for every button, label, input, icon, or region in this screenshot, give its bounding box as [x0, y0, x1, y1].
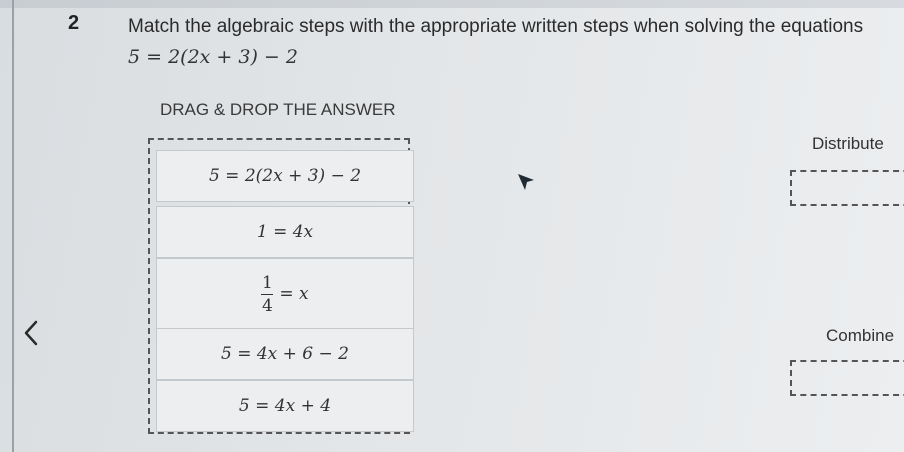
answer-bank-title: DRAG & DROP THE ANSWER: [160, 100, 396, 119]
mouse-pointer-icon: [516, 170, 538, 194]
fraction: [261, 274, 273, 315]
fraction-bar: [261, 294, 273, 295]
question-number: 2: [68, 12, 80, 34]
answer-bank: [148, 138, 410, 434]
question-text: Match the algebraic steps with the appropriate written steps when solving the equations: [128, 16, 864, 37]
drop-zone-combine[interactable]: [790, 360, 904, 396]
top-strip: [0, 0, 904, 8]
chevron-left-icon: [21, 319, 41, 347]
answer-tile[interactable]: 1 = 4x: [156, 206, 414, 258]
step-label-combine: Combine: [826, 326, 895, 345]
fraction-numerator: 1: [261, 272, 273, 293]
question-equation: 5 = 2(2x + 3) − 2: [128, 46, 298, 68]
fraction-denominator: 4: [261, 295, 273, 316]
answer-tile[interactable]: 5 = 2(2x + 3) − 2: [156, 150, 414, 202]
previous-button[interactable]: [14, 316, 48, 350]
answer-tile[interactable]: 5 = 4x + 6 − 2: [156, 328, 414, 380]
answer-tile[interactable]: 5 = 4x + 4: [156, 380, 414, 432]
step-label-distribute: Distribute: [812, 134, 884, 153]
answer-tile[interactable]: [156, 258, 414, 330]
drop-zone-distribute[interactable]: [790, 170, 904, 206]
fraction-rest: = x: [279, 284, 309, 304]
left-divider: [12, 0, 14, 452]
